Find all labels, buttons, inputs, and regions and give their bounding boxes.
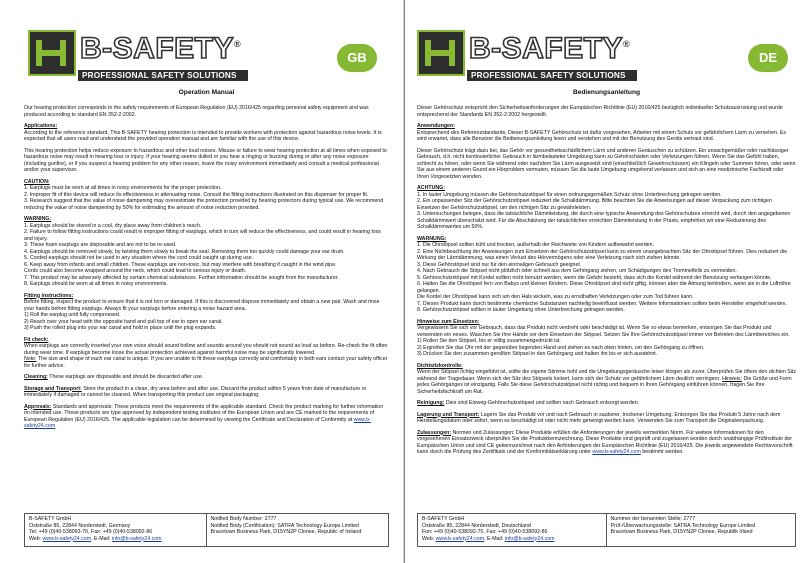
list-item: 2. Improper fit of this device will reduce its effectiveness in attenuating noise. Consult the fitting instructions illustrated on this dispenser for proper fit.: [24, 191, 369, 198]
footer-company: B-SAFETY GmbH Oststraße 85, 22844 Norderstedt, Germany Tel: +49 (0)40-538092-70, Fax: +49 (0)40-538092-86 Web: www.b-safety24.com, E-Mail: info@b-safety24.com: [25, 514, 207, 546]
footer-notified-body: Nummer der benannten Stelle: 2777 Prüf-/Überwachungsstelle: SATRA Technology Europe Limited Bracetown Business Park, D15YN2P Clonee, Republik Irland: [610, 516, 756, 535]
footer-company: B-SAFETY GmbH Oststraße 85, 22844 Norderstedt, Deutschland Fon: +49 (0)40-538092-70, Fax: +49 (0)40-538092-86 Web: www.b-safety24.com, E-Mail: info@b-safety24.com: [418, 514, 607, 546]
caution-heading: ACHTUNG:: [417, 185, 445, 191]
brand-tagline: PROFESSIONAL SAFETY SOLUTIONS: [78, 70, 248, 81]
footer-web-link[interactable]: www.b-safety24.com: [435, 535, 485, 542]
list-item: 7. Dieses Produkt kann durch bestimmte chemische Substanzen nachteilig beeinflusst werden. Weitere Informationen sollten beim Hersteller eingeholt werden.: [417, 300, 787, 307]
fitting-list: [24, 299, 389, 332]
fitcheck-text: When earplugs are correctly inserted your own voice should sound hollow and sounds around you should not sound as loud as before. Re-check the fit often during wear time. If earplugs become loose the actual protection achieved against harmful noise may be significantly lowered. Note: The size and shape of each ear canal is unique. If you are unable to fit these earplugs correctly and comfortably in both ears contact your safety officer for further advice.: [24, 343, 388, 369]
manual-body: [417, 105, 796, 456]
list-item: 2. Eine Nichtbeachtung der Anweisungen zum Einsetzen der Gehörschutzstöpsel kann zu einem unangebrachten Sitz der Ohrstöpsel führen. Dies reduziert die Wirkung der Lärmdämmung, was einen Verlust des Hörvermögens oder eine Verletzung nach sich ziehen könnte.: [417, 248, 788, 261]
footer: [417, 513, 796, 547]
intro-paragraph: Dieser Gehörschutz entspricht den Sicherheitsanforderungen der Europäischen Richtlinie (EU) 2016/425 bezüglich individueller Schutzausrüstung und wurde entsprechend der Standards EN 352-2:2002 hergestellt.: [417, 105, 783, 118]
fitting-heading: Hinweise zum Einsetzen:: [417, 318, 480, 325]
list-item: 1. Earplugs must be worn at all times in noisy environments for the proper protection.: [24, 185, 222, 191]
list-item: Before fitting, inspect the product to ensure that it is not torn or damaged. If this is discovered dispose immediately and obtain a new pair. Wash and rinse your hands before fitting earplugs. Always fit your earplugs before entering a noise hazard area.: [24, 299, 380, 312]
storage-text: Storage and Transport: Store the product in a clean, dry area before and after use. Discard the product within 5 years from date of manufacture or immediately if damaged or cannot be cleaned. When transporting this product use original packaging.: [24, 385, 367, 398]
fitting-list: [417, 325, 796, 358]
applications-text: Entsprechend des Referenzstandards, Dieser B-SAFETY Gehörschutz ist dafür vorgesehen, Arbeiter mit einem Schutz vor gefährlichem Lärm zu versehen. Es wird erwartet, dass alle Benutzer die Bedienungsanleitung lesen und verstehen und mit der Benutzung des Geräts vertraut sind.: [417, 129, 787, 142]
fitcheck-text: Wenn der Stöpsel richtig eingeführt ist, sollte die eigene Stimme hohl und die Umgebungsgeräusche leiser klingen als zuvor. Überprüfen Sie öfters den dichten Sitz während der Tragedauer. Wenn sich der Sitz des Stöpsels lockert, kann sich der Schutz vor gefährlichem Lärm deutlich verringern. Hinweis: Die Größe und Form jedes Gehörganges ist einzigartig. Falls Sie diese Gehörschutzstöpsel nicht richtig und bequem in Ihren Gehörgang einführen können, fragen Sie Ihre Sicherheitsfachkraft um Rat.: [417, 369, 796, 395]
list-item: 8. Gehörschutzstöpsel sollten in lauter Umgebung ohne Unterbrechung getragen werden.: [417, 307, 625, 313]
list-item: 3. Untersuchungen belegen, dass die tatsächliche Dämmleistung, die durch eine typische Anwendung des Gehörschutzes erreicht wird, durch den angegebenen Schalldämmwert überschätzt wird. Für die Abschätzung der tatsächlichen erreichten Dämmleistung in der Praxis, empfehlen wir eine Reduzierung des Schalldämmwertes um 50%.: [417, 211, 791, 230]
approvals-text: Approvals: Standards and approvals: These products meet the requirements of the applicable standard. Check the product marking for further information on intended use. These products are type approved by independent testing institutes of the European Union and are CE marked to the requirements of European Regulation (EU) 2016/425. The applicable legislation can be determined by viewing the Certificate and Declaration of Conformity at www.b-safety24.com: [24, 403, 384, 429]
approvals-link[interactable]: www.b-safety24.com: [24, 416, 371, 429]
list-item: 6. Halten Sie die Ohrstöpsel fern von Babys und kleinen Kindern. Diese Ohrstöpsel sind nicht giftig, können aber die Atmung behindern, wenn sie in die Luftröhre gelangen.: [417, 281, 791, 294]
applications-text: According to the reference standard, This B-SAFETY hearing protection is intended to provide workers with protection against hazardous noise levels. It is expected that all users read and understand the provided operation manual and are familiar with the use of this device.: [24, 129, 382, 142]
warning-list: [24, 223, 389, 288]
page-german: [404, 0, 808, 563]
brand-name: B-SAFETY®: [80, 32, 242, 65]
applications-heading: Applications:: [24, 123, 58, 129]
list-item: 1. Earplugs should be stored in a cool, dry place away from children’s reach.: [24, 222, 202, 229]
list-item: 3. Research suggest that the value of noise dampening may overestimate the protection provided by hearing protectors during typical use. We recommend reducing the value of noise dampening by 50% for estimating the amount of noise reduction provided.: [24, 198, 384, 211]
applications-text-2: This hearing protection helps reduce exposure to hazardous and other loud noises. Misuse or failure to wear hearing protection at all times when exposed to hazardous noise may result in hearing loss or injury. If your hearing seems dulled or you hear a ringing or buzzing during or after any noise exposure (including gunfire), or if you suspect a hearing problem for any other reason, leave the noisy environment immediately and consult a medical professional and/or your supervisor.: [24, 147, 387, 173]
list-item: 1) Roll the earplug until fully compressed.: [24, 312, 121, 318]
approvals-link[interactable]: www.b-safety24.com: [592, 449, 641, 455]
footer-email-link[interactable]: info@b-safety24.com: [504, 535, 555, 542]
brand-logo-icon: [417, 30, 465, 76]
cleaning-text: Cleaning: These earplugs are disposable and should be discarded after use.: [24, 374, 204, 380]
list-item: 2. Ein unpassender Sitz der Gehörschutzstöpsel reduziert die Schalldämmung. Bitte beachten Sie die Anweisungen auf dieser Verpackung zum richtigen Einsetzen der Gehörschutzstöpsel, um den richtigen Sitz zu gewährleisten.: [417, 198, 772, 211]
footer-web-link[interactable]: www.b-safety24.com: [42, 535, 92, 542]
caution-list: [24, 185, 389, 211]
warning-list: [417, 242, 796, 314]
list-item: 4. Earplugs should be removed slowly, by twisting them slowly to break the seal. Removing them too quickly could damage your ear drum.: [24, 248, 345, 255]
list-item: Die Kordel der Ohrstöpsel kann sich um den Hals wickeln, was zu ernsthaften Verletzungen oder zum Tod führen kann.: [417, 294, 694, 300]
page-title: Operation Manual: [178, 89, 235, 96]
page-title: Bedienungsanleitung: [572, 89, 641, 96]
list-item: 3) Drücken Sie den zusammen gerollten Stöpsel in den Gehörgang und halten ihn bis er sich ausdehnt.: [417, 351, 658, 357]
list-item: 5. Gehörschutzstöpsel mit Kordel sollten nicht benutzt werden, wenn die Gefahr besteht, dass sich die Kordel während der Benutzung verfangen könnte.: [417, 274, 772, 281]
caution-list: [417, 192, 796, 231]
cleaning-text: Reinigung: Dies sind Einweg-Gehörschutzstöpsel und sollten nach Gebrauch entsorgt werden.: [417, 400, 640, 406]
fitcheck-heading: Dichtsitzkontrolle:: [417, 362, 463, 369]
caution-heading: CAUTION:: [24, 178, 50, 185]
list-item: 8. Earplugs should be worn at all times in noisy environments.: [24, 281, 168, 287]
list-item: 2. Failure to follow fitting instructions could result in improper fitting of earplugs, which in turn will reduce the effectiveness, and could result in hearing loss and injury.: [24, 229, 381, 242]
list-item: 6. Keep away from infants and small children. These earplugs are non-toxic, but may interfere with breathing if caught in the wind pipe.: [24, 261, 337, 268]
list-item: 5. Corded earplugs should not be used in any situation where the cord could caught up during use.: [24, 255, 254, 261]
footer: [24, 513, 389, 547]
storage-text: Lagerung und Transport: Lagern Sie das Produkt vor und nach Gebrauch in sauberer, trockener Umgebung. Entsorgen Sie das Produkt 5 Jahre nach dem Herstellungsdatum oder sofort, wenn es beschädigt ist oder nicht mehr gereinigt werden kann. Verwenden Sie zum Transport die Originalverpackung.: [417, 411, 781, 424]
list-item: 4. Nach Gebrauch die Stöpsel nicht plötzlich oder schnell aus dem Gehörgang ziehen, um Schädigungen des Trommelfells zu vermeiden.: [417, 268, 737, 274]
list-item: 3. Diese Gehörstöpsel sind nur für den einmaligen Gebrauch geeignet.: [417, 261, 582, 268]
footer-email-link[interactable]: info@b-safety24.com: [111, 535, 162, 542]
applications-heading: Anwendungen:: [417, 123, 455, 129]
intro-paragraph: Our hearing protection corresponds to the safety requirements of European Regulation (EU) 2016/425 regarding personal safety equipment and was produced according to standard EN 352-2:2002.: [24, 105, 369, 118]
manual-body: [24, 105, 389, 430]
list-item: 1. In lauter Umgebung müssen die Gehörschutzstöpsel für einen ordnungsgemäßen Schutz ohne Unterbrechung getragen werden.: [417, 191, 722, 198]
list-item: Cords could also become wrapped around the neck, which could lead to serious injury or death.: [24, 268, 247, 274]
brand-tagline: PROFESSIONAL SAFETY SOLUTIONS: [467, 70, 637, 81]
header: [0, 0, 403, 80]
approvals-text: Zulassungen: Normen und Zulassungen: Diese Produkte erfüllen die Anforderungen der jeweils vermerkten Norm. Für weitere Informationen für den vorgesehenen Einsatzzweck überprüfen Sie die Produktkennzeichnung. Diese Produkte sind geprüft und zugelassen worden durch unabhängige Prüfinstitute der Europäischen Union und sind CE gekennzeichnet nach den Anforderungen der Europäischen Richtlinie (EU) 2016/425. Die jeweils angewendete Rechtsvorschrift kann durch die Prüfung des Zertifikats und der Konformitätserklärung unter www.b-safety24.com bestimmt werden.: [417, 429, 793, 455]
list-item: 3) Push the rolled plug into your ear canal and hold in place until the plug expands.: [24, 325, 217, 331]
list-item: 2) Reach over your head with the opposite hand and pull top of ear to open ear canal.: [24, 318, 223, 325]
language-badge: GB: [337, 44, 377, 72]
list-item: 1. Die Ohrstöpsel sollten kühl und trocken, außerhalb der Reichweite von Kindern aufbewahrt werden.: [417, 242, 654, 248]
list-item: 1) Rollen Sie den Stöpsel, bis er völlig zusammengedrückt ist.: [417, 338, 561, 344]
list-item: 3. These foam earplugs are disposable and are not to be re-used.: [24, 242, 177, 248]
warning-heading: WARNUNG:: [417, 235, 447, 242]
list-item: 2) Ergreifen Sie das Ohr mit der gegenüber liegenden Hand und ziehen es nach oben hinten, um den Gehörgang zu öffnen.: [417, 344, 705, 351]
brand-name: B-SAFETY®: [469, 32, 631, 65]
language-badge: DE: [748, 44, 788, 72]
header: [405, 0, 808, 80]
warning-heading: WARNING:: [24, 216, 52, 222]
applications-text-2: Dieser Gehörschutz trägt dazu bei, das Gehör vor gesundheitsschädlichem Lärm und anderen Geräuschen zu schützen. Ein unsachgemäßer oder nachlässiger Gebrauch, d.h. nicht kontinuierlicher Gebrauch in lärmbelasteter Umgebung kann zu Gehörschäden oder Verletzungen führen. Wenn Sie das Gefühl haben, schlecht zu hören, oder wenn Sie während oder nachdem Sie Lärm ausgesetzt sind (einschließlich Gewehrschüssen) ein Klingeln oder Summen hören, oder wenn Sie aus einem anderen Grund ein Hörproblem vermuten, müssen Sie die laute Umgebung umgehend verlassen und sich an eine medizinische Fachkraft oder Ihren Vorgesetzten wenden.: [417, 147, 796, 180]
fitcheck-heading: Fit check:: [24, 336, 49, 343]
footer-notified-body: Notified Body Number: 2777 Notified Body (Certification): SATRA Technology Europe Limited Bracetown Business Park, D15YN2P Clonee, Republic of Ireland: [210, 516, 362, 535]
brand-logo-icon: [28, 30, 76, 76]
list-item: 7. This product may be adversely affected by certain chemical substances. Further information should be sought from the manufacturer.: [24, 274, 339, 281]
fitting-heading: Fitting instructions:: [24, 292, 74, 299]
list-item: Vergewissern Sie sich vor Gebrauch, dass das Produkt nicht verdreht oder beschädigt ist. Wenn Sie so etwas bemerken, entsorgen Sie das Produkt und verwenden ein neues. Waschen Sie Ihre Hände vor dem Einsetzen der Stöpsel. Setzen Sie Ihre Gehörschutzstöpsel immer vor Betreten des Lärmbereiches ein.: [417, 325, 790, 338]
